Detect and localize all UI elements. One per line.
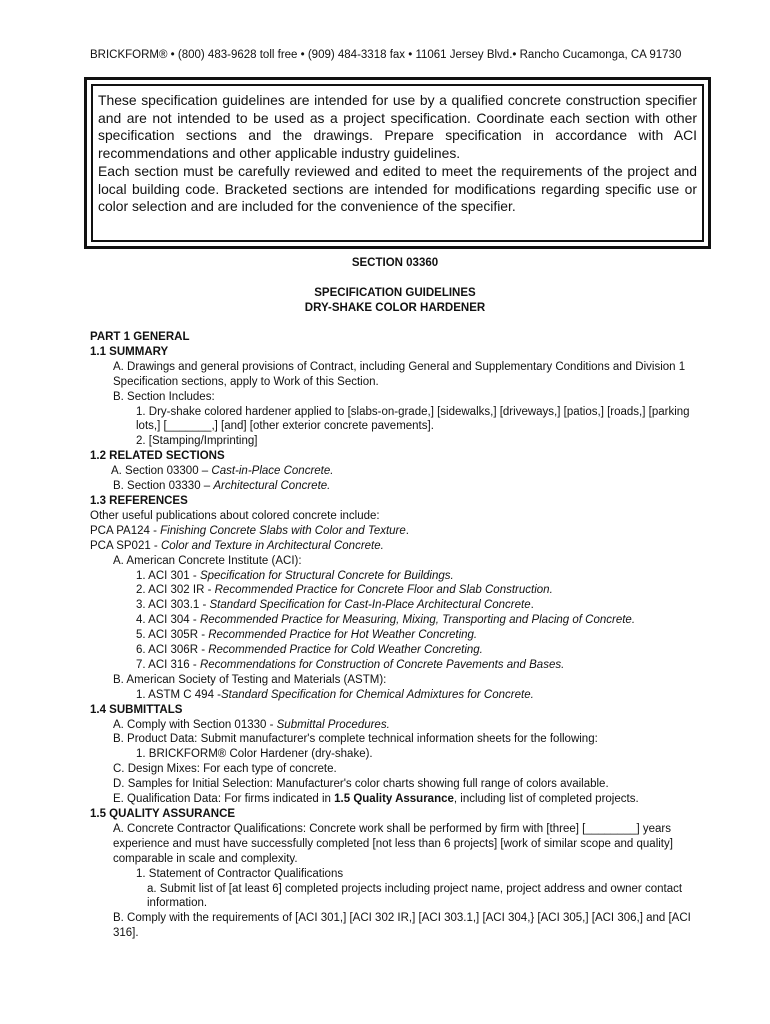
reference-astm-c494 — [90, 688, 710, 703]
aci-reference-item — [90, 658, 710, 673]
heading-1-5: 1.5 QUALITY ASSURANCE — [90, 808, 236, 820]
item-1-2-b-title: Architectural Concrete. — [213, 480, 331, 493]
references-intro: Other useful publications about colored concrete include: — [90, 509, 380, 522]
aci-reference-title: Recommended Practice for Measuring, Mixing, Transporting and Placing of Concrete. — [199, 614, 636, 627]
item-1-5-a: A. Concrete Contractor Qualifications: Concrete work shall be performed by firm with [three] [________] years experience and must have successfully completed [not less than 6 projects] [work of similar scope and quality] comparable in scale and complexity. — [113, 822, 673, 865]
reference-pca-sp021 — [90, 539, 710, 554]
heading-1-3: 1.3 REFERENCES — [90, 494, 188, 507]
aci-reference-item — [90, 628, 710, 643]
document-title-line-1: SPECIFICATION GUIDELINES — [314, 287, 476, 299]
notice-box — [84, 77, 711, 249]
document-body — [90, 330, 710, 941]
heading-1-4: 1.4 SUBMITTALS — [90, 703, 183, 716]
aci-reference-list — [90, 569, 710, 673]
aci-reference-title: Recommended Practice for Concrete Floor and Slab Construction. — [214, 584, 553, 597]
item-1-4-b: B. Product Data: Submit manufacturer's complete technical information sheets for the following: — [113, 733, 598, 746]
item-1-4-c: C. Design Mixes: For each type of concrete. — [113, 763, 337, 776]
aci-reference-code: 7. ACI 316 - — [136, 658, 200, 671]
pca-pa124-code: PCA PA124 - — [90, 524, 161, 537]
pca-sp021-title: Color and Texture in Architectural Concrete. — [160, 539, 384, 552]
item-1-2-b-text: B. Section 03330 – — [113, 480, 214, 493]
pca-pa124-title: Finishing Concrete Slabs with Color and Texture — [160, 524, 406, 537]
item-1-4-e-ref: 1.5 Quality Assurance — [334, 793, 454, 806]
aci-reference-title: Standard Specification for Cast-In-Place Architectural Concrete — [209, 599, 531, 612]
aci-reference-period: . — [530, 599, 534, 612]
item-1-4-e-text: E. Qualification Data: For firms indicated in — [113, 793, 335, 806]
item-1-2-b — [90, 479, 710, 494]
item-1-4-b1: 1. BRICKFORM® Color Hardener (dry-shake). — [136, 748, 373, 761]
aci-reference-code: 1. ACI 301 - — [136, 569, 200, 582]
notice-paragraph-2: Each section must be carefully reviewed and edited to meet the requirements of the project and local building code. Bracketed sections are intended for modifications regarding specific use or color selection and are included for the convenience of the specifier. — [98, 162, 697, 215]
item-1-5-b: B. Comply with the requirements of [ACI 301,] [ACI 302 IR,] [ACI 303.1,] [ACI 304,} [ACI 305,] [ACI 306,] and [ACI 316]. — [113, 912, 691, 940]
item-1-3-b: B. American Society of Testing and Materials (ASTM): — [113, 673, 387, 686]
aci-reference-code: 2. ACI 302 IR - — [136, 584, 215, 597]
aci-reference-item — [90, 598, 710, 613]
aci-reference-item — [90, 643, 710, 658]
document-title-line-2: DRY-SHAKE COLOR HARDENER — [304, 302, 486, 314]
aci-reference-title: Recommendations for Construction of Concrete Pavements and Bases. — [199, 658, 565, 671]
item-1-5-a1: 1. Statement of Contractor Qualifications — [136, 867, 344, 880]
heading-1-1: 1.1 SUMMARY — [90, 345, 169, 358]
astm-c494-code: 1. ASTM C 494 - — [136, 688, 222, 701]
heading-1-2: 1.2 RELATED SECTIONS — [90, 450, 225, 463]
item-1-1-b: B. Section Includes: — [113, 390, 215, 403]
aci-reference-title: Recommended Practice for Cold Weather Concreting. — [208, 644, 483, 657]
pca-sp021-code: PCA SP021 - — [90, 539, 161, 552]
section-number: SECTION 03360 — [351, 257, 439, 269]
notice-box-inner — [91, 84, 704, 242]
item-1-4-a — [90, 718, 710, 733]
pca-pa124-period: . — [405, 524, 409, 537]
aci-reference-code: 6. ACI 306R - — [136, 644, 209, 657]
item-1-1-b2: 2. [Stamping/Imprinting] — [136, 435, 258, 448]
item-1-1-a: A. Drawings and general provisions of Contract, including General and Supplementary Conditions and Division 1 Specification sections, apply to Work of this Section. — [113, 360, 686, 388]
part-heading: PART 1 GENERAL — [90, 331, 190, 343]
aci-reference-item — [90, 613, 710, 628]
item-1-3-a: A. American Concrete Institute (ACI): — [113, 554, 302, 567]
item-1-2-a-title: Cast-in-Place Concrete. — [211, 465, 334, 478]
aci-reference-title: Recommended Practice for Hot Weather Concreting. — [208, 629, 478, 642]
reference-pca-pa124 — [90, 524, 710, 539]
item-1-4-a-title: Submittal Procedures. — [276, 718, 390, 731]
item-1-4-e-tail: , including list of completed projects. — [453, 793, 639, 806]
aci-reference-code: 5. ACI 305R - — [136, 629, 209, 642]
item-1-1-b1: 1. Dry-shake colored hardener applied to [slabs-on-grade,] [sidewalks,] [driveways,] [patios,] [roads,] [parking lots,] [_______,] [and] [other exterior concrete pavements]. — [136, 405, 690, 433]
astm-c494-title: Standard Specification for Chemical Admixtures for Concrete. — [221, 688, 534, 701]
aci-reference-item — [90, 569, 710, 584]
aci-reference-title: Specification for Structural Concrete for Buildings. — [199, 569, 454, 582]
notice-paragraph-1: These specification guidelines are intended for use by a qualified concrete construction specifier and are not intended to be used as a project specification. Coordinate each section with other specification sections and the drawings. Prepare specification in accordance with ACI recommendations and other applicable industry guidelines. — [98, 92, 697, 162]
company-contact-header: BRICKFORM® • (800) 483-9628 toll free • (909) 484-3318 fax • 11061 Jersey Blvd.• Rancho Cucamonga, CA 91730 — [90, 49, 682, 61]
item-1-2-a — [90, 464, 710, 479]
aci-reference-code: 3. ACI 303.1 - — [136, 599, 210, 612]
item-1-4-a-text: A. Comply with Section 01330 - — [113, 718, 277, 731]
item-1-5-a1a: a. Submit list of [at least 6] completed projects including project name, project address and owner contact information. — [147, 882, 683, 910]
item-1-4-d: D. Samples for Initial Selection: Manufacturer's color charts showing full range of colors available. — [113, 778, 609, 791]
aci-reference-item — [90, 583, 710, 598]
item-1-2-a-text: A. Section 03300 – — [111, 465, 212, 478]
aci-reference-code: 4. ACI 304 - — [136, 614, 200, 627]
item-1-4-e — [90, 792, 710, 807]
